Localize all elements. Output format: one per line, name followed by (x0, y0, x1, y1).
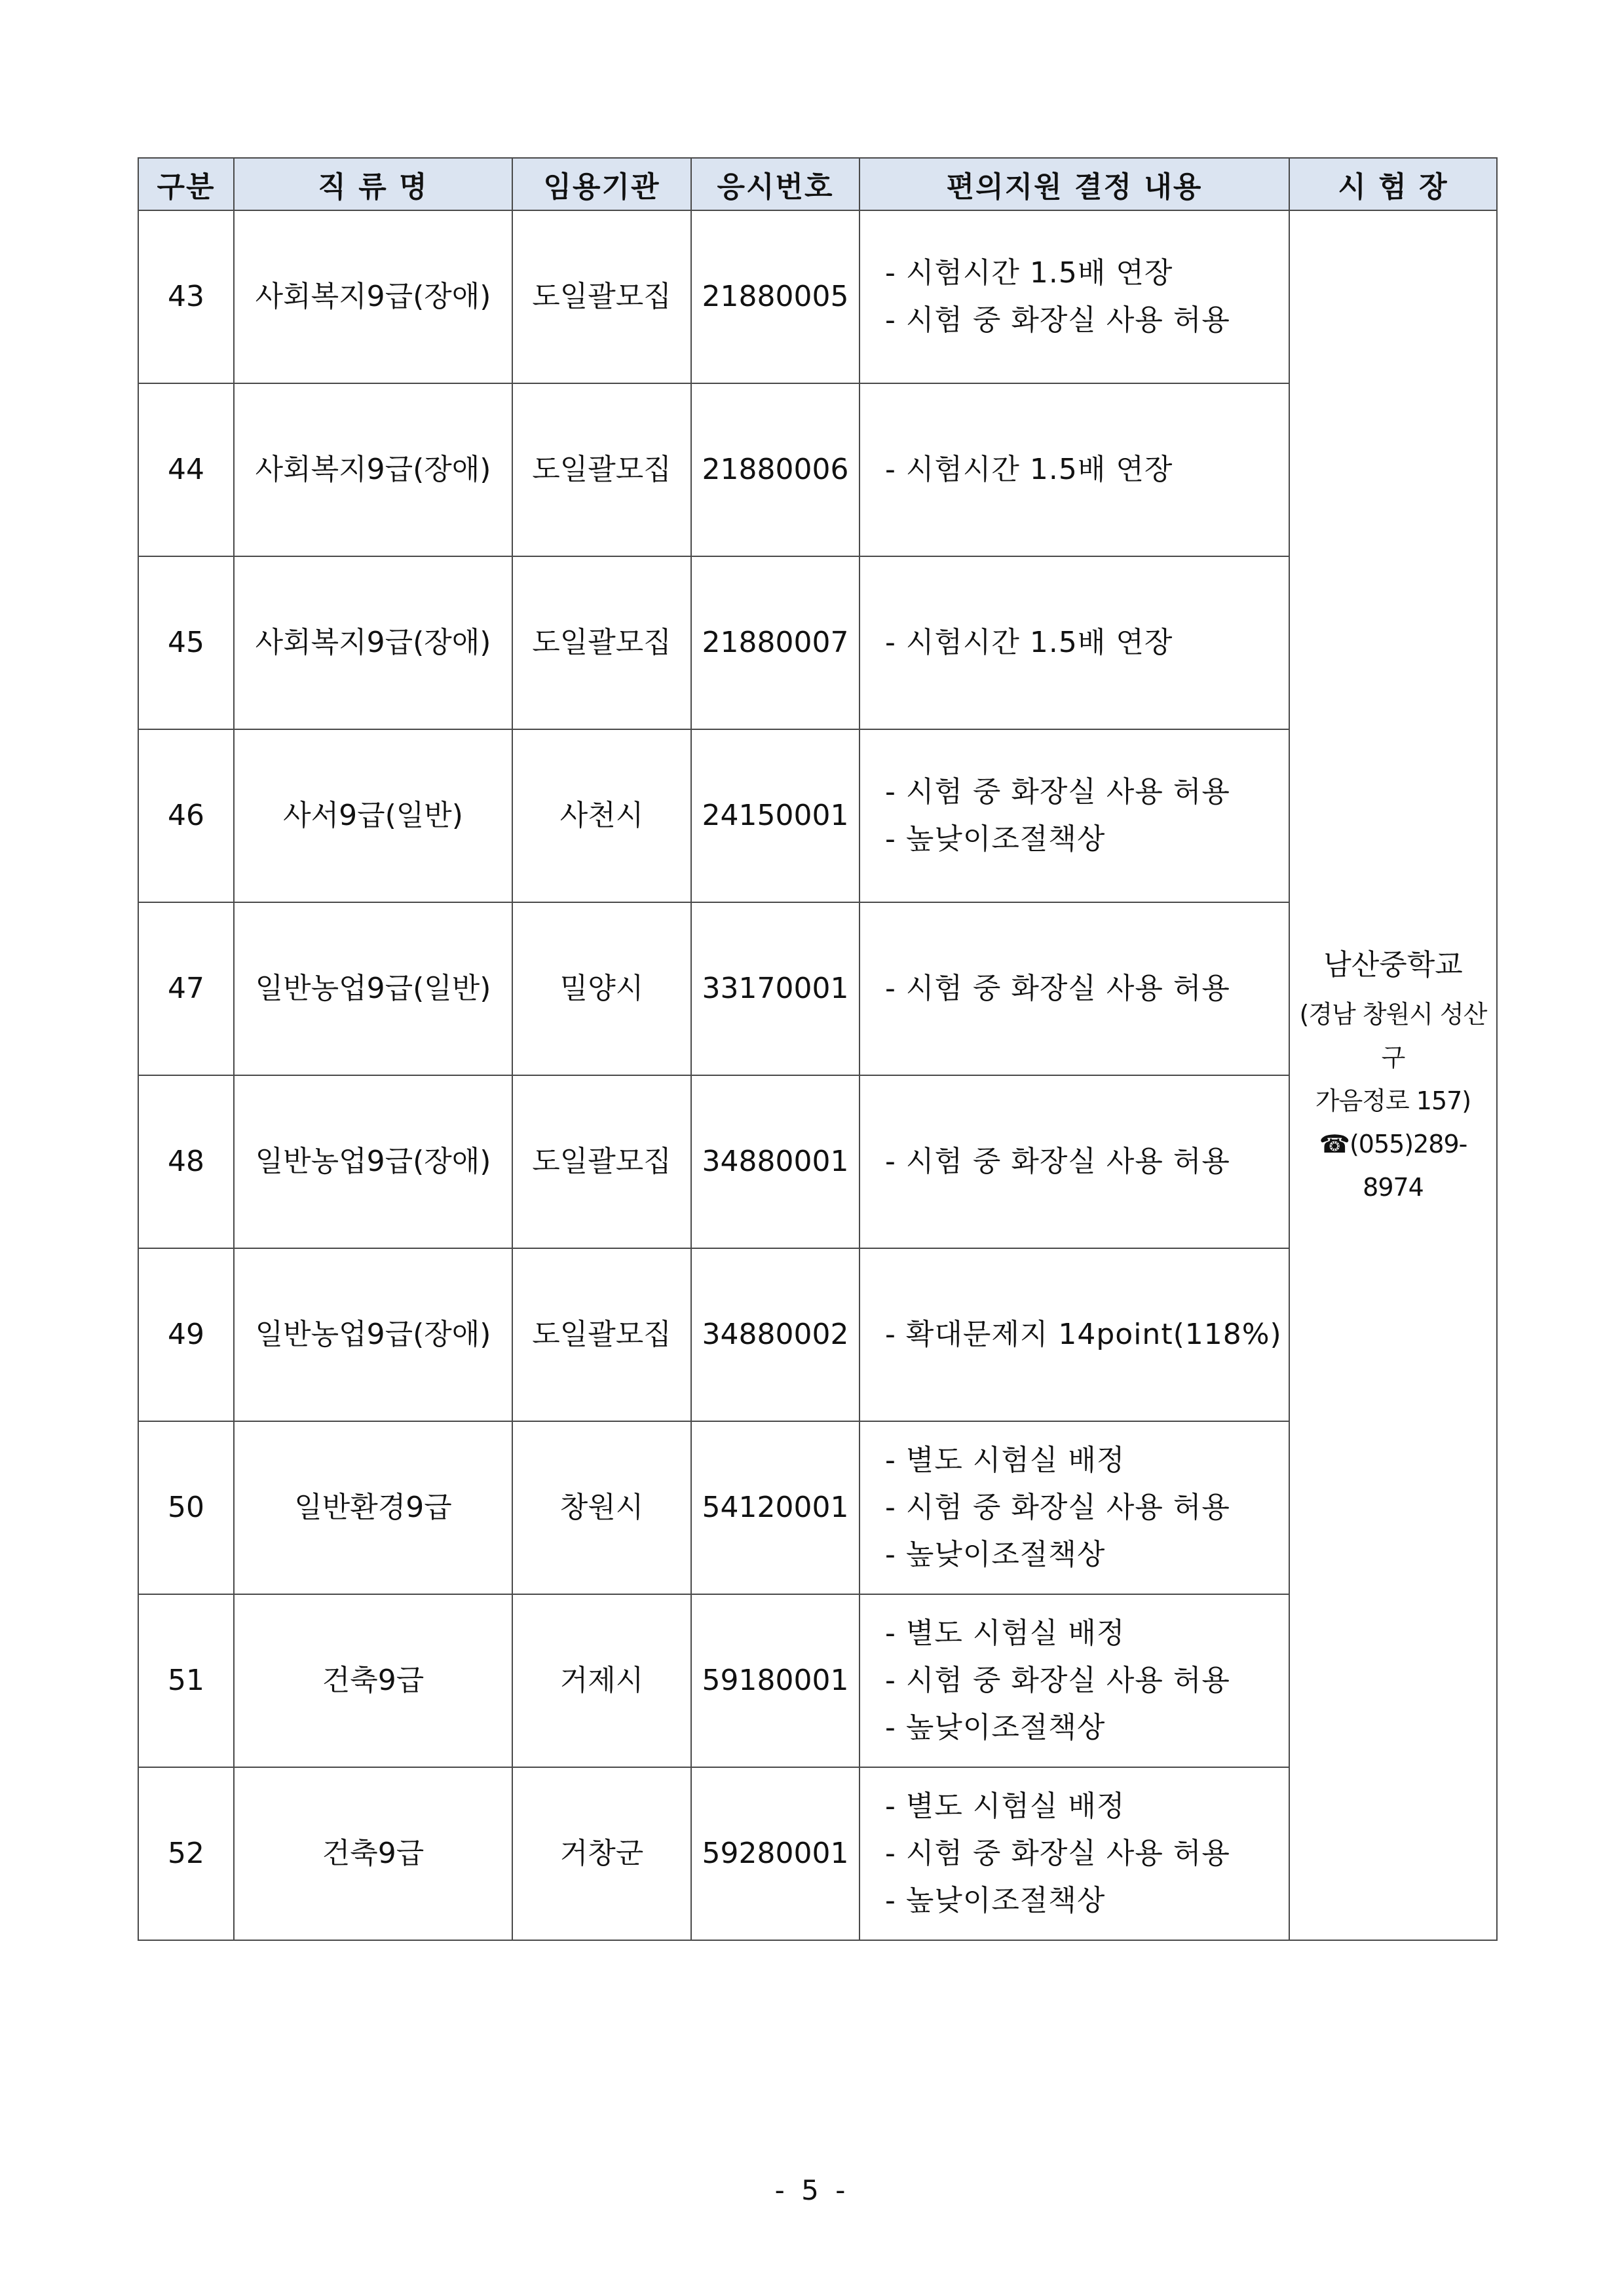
job-category: 사서9급(일반) (234, 729, 512, 902)
support-content (859, 1075, 1289, 1248)
support-content (859, 1594, 1289, 1767)
support-content (859, 383, 1289, 556)
header-support-content: 편의지원 결정 내용 (859, 158, 1289, 210)
support-content (859, 556, 1289, 729)
appointing-agency: 밀양시 (512, 902, 691, 1075)
job-category: 건축9급 (234, 1594, 512, 1767)
appointing-agency: 도일괄모집 (512, 383, 691, 556)
exam-number: 21880005 (691, 210, 859, 383)
support-item: - 높낮이조절책상 (885, 822, 1106, 856)
job-category: 사회복지9급(장애) (234, 556, 512, 729)
job-category: 일반농업9급(장애) (234, 1248, 512, 1421)
support-item: - 높낮이조절책상 (885, 1538, 1106, 1571)
exam-number: 34880001 (691, 1075, 859, 1248)
venue-address-line1: (경남 창원시 성산구 (1299, 1000, 1487, 1072)
exam-number: 34880002 (691, 1248, 859, 1421)
exam-number: 21880006 (691, 383, 859, 556)
job-category: 일반농업9급(일반) (234, 902, 512, 1075)
venue-phone: ☎(055)289-8974 (1319, 1130, 1467, 1202)
appointing-agency: 도일괄모집 (512, 1075, 691, 1248)
document-sheet (138, 157, 1496, 1941)
venue-name: 남산중학교 (1323, 948, 1463, 982)
table-row (138, 210, 1497, 383)
support-item: - 시험 중 화장실 사용 허용 (885, 775, 1230, 809)
support-item: - 높낮이조절책상 (885, 1884, 1106, 1917)
support-content (859, 210, 1289, 383)
row-number: 45 (138, 556, 234, 729)
row-number: 49 (138, 1248, 234, 1421)
support-item: - 별도 시험실 배정 (885, 1444, 1125, 1477)
exam-support-table (138, 157, 1498, 1941)
exam-venue-cell (1289, 210, 1497, 1940)
exam-number: 21880007 (691, 556, 859, 729)
exam-number: 54120001 (691, 1421, 859, 1594)
support-item: - 시험시간 1.5배 연장 (885, 626, 1173, 659)
table-header-row (138, 158, 1497, 210)
appointing-agency: 거창군 (512, 1767, 691, 1940)
support-item: - 시험 중 화장실 사용 허용 (885, 1145, 1230, 1178)
support-item: - 시험 중 화장실 사용 허용 (885, 1491, 1230, 1524)
exam-number: 24150001 (691, 729, 859, 902)
exam-number: 59180001 (691, 1594, 859, 1767)
row-number: 48 (138, 1075, 234, 1248)
appointing-agency: 거제시 (512, 1594, 691, 1767)
support-content (859, 902, 1289, 1075)
support-item: - 확대문제지 14point(118%) (885, 1318, 1282, 1351)
appointing-agency: 도일괄모집 (512, 1248, 691, 1421)
header-agency: 임용기관 (512, 158, 691, 210)
appointing-agency: 도일괄모집 (512, 556, 691, 729)
exam-number: 33170001 (691, 902, 859, 1075)
page-number: - 5 - (774, 2174, 850, 2206)
exam-number: 59280001 (691, 1767, 859, 1940)
row-number: 47 (138, 902, 234, 1075)
support-item: - 시험 중 화장실 사용 허용 (885, 303, 1230, 337)
row-number: 46 (138, 729, 234, 902)
support-item: - 시험 중 화장실 사용 허용 (885, 1837, 1230, 1870)
job-category: 사회복지9급(장애) (234, 210, 512, 383)
support-content (859, 1767, 1289, 1940)
row-number: 50 (138, 1421, 234, 1594)
appointing-agency: 도일괄모집 (512, 210, 691, 383)
support-content (859, 1248, 1289, 1421)
support-item: - 시험시간 1.5배 연장 (885, 453, 1173, 486)
support-item: - 별도 시험실 배정 (885, 1789, 1125, 1823)
job-category: 사회복지9급(장애) (234, 383, 512, 556)
support-content (859, 729, 1289, 902)
support-content (859, 1421, 1289, 1594)
header-job-category: 직 류 명 (234, 158, 512, 210)
job-category: 건축9급 (234, 1767, 512, 1940)
row-number: 43 (138, 210, 234, 383)
header-exam-venue: 시 험 장 (1289, 158, 1497, 210)
job-category: 일반환경9급 (234, 1421, 512, 1594)
appointing-agency: 창원시 (512, 1421, 691, 1594)
support-item: - 별도 시험실 배정 (885, 1617, 1125, 1650)
header-exam-number: 응시번호 (691, 158, 859, 210)
support-item: - 시험시간 1.5배 연장 (885, 256, 1173, 290)
row-number: 44 (138, 383, 234, 556)
header-category-no: 구분 (138, 158, 234, 210)
job-category: 일반농업9급(장애) (234, 1075, 512, 1248)
support-item: - 시험 중 화장실 사용 허용 (885, 972, 1230, 1005)
venue-address-line2: 가음정로 157) (1315, 1086, 1471, 1115)
appointing-agency: 사천시 (512, 729, 691, 902)
row-number: 52 (138, 1767, 234, 1940)
support-item: - 시험 중 화장실 사용 허용 (885, 1664, 1230, 1697)
row-number: 51 (138, 1594, 234, 1767)
support-item: - 높낮이조절책상 (885, 1711, 1106, 1744)
